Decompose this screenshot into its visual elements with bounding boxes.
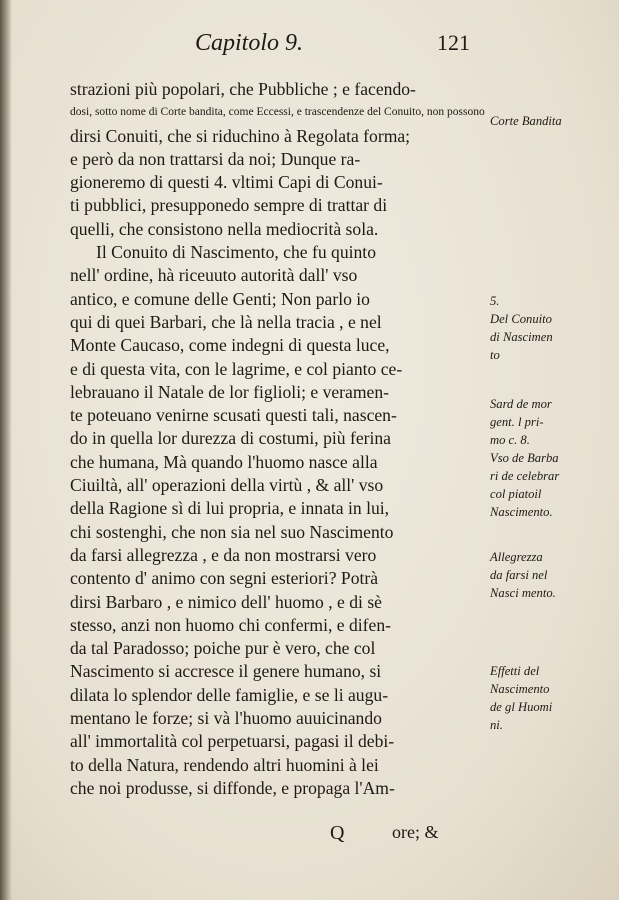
margin-note-line: Nascimento. <box>490 505 553 519</box>
margin-note <box>490 548 615 602</box>
margin-note-line: Corte Bandita <box>490 114 562 128</box>
margin-note-line: Allegrezza <box>490 550 543 564</box>
text-line: che noi produsse, si diffonde, e propaga l'Am- <box>70 777 395 798</box>
text-line: e di questa vita, con le lagrime, e col pianto ce- <box>70 358 403 379</box>
text-line: Nascimento si accresce il genere humano, si <box>70 661 382 682</box>
text-line: dirsi Conuiti, che si riduchino à Regolata forma; <box>70 125 411 146</box>
text-line: da farsi allegrezza , e da non mostrarsi vero <box>70 544 377 565</box>
margin-note <box>490 662 615 734</box>
text-line: da tal Paradosso; poiche pur è vero, che col <box>70 638 376 659</box>
main-text-block <box>70 78 485 800</box>
page-gutter-shadow <box>0 0 12 900</box>
margin-note-line: Vso de Barba <box>490 451 559 465</box>
margin-note-line: gent. l pri- <box>490 415 544 429</box>
margin-note-line: mo c. 8. <box>490 433 530 447</box>
text-line: strazioni più popolari, che Pubbliche ; e facendo- <box>70 79 416 99</box>
text-line: che humana, Mà quando l'huomo nasce alla <box>70 451 378 472</box>
margin-note-line: Del Conuito <box>490 312 552 326</box>
margin-note-line: ni. <box>490 718 503 732</box>
text-line: Il Conuito di Nascimento, che fu quinto <box>96 242 376 263</box>
margin-note <box>490 112 615 130</box>
margin-note-line: Sard de mor <box>490 397 552 411</box>
text-line: antico, e comune delle Genti; Non parlo io <box>70 288 370 309</box>
text-line: dirsi Barbaro , e nimico dell' huomo , e di sè <box>70 591 382 612</box>
text-line: gioneremo di questi 4. vltimi Capi di Conui- <box>70 172 383 193</box>
page-number: 121 <box>437 30 470 55</box>
text-line: stesso, anzi non huomo chi confermi, e difen- <box>70 614 392 635</box>
text-line: dosi, sotto nome di Corte bandita, come Eccessi, e trascendenze del Conuito, non possono <box>70 106 485 119</box>
margin-note-line: Nascimento <box>490 682 550 696</box>
margin-note <box>490 292 615 364</box>
margin-note-line: Nasci mento. <box>490 586 556 600</box>
text-line: contento d' animo con segni esteriori? Potrà <box>70 568 379 589</box>
text-line: to della Natura, rendendo altri huomini à lei <box>70 754 379 775</box>
margin-note-line: di Nascimen <box>490 330 553 344</box>
text-line: all' immortalità col perpetuarsi, pagasi il debi- <box>70 731 395 752</box>
text-line: te poteuano venirne scusati questi tali, nascen- <box>70 405 397 426</box>
text-line: e però da non trattarsi da noi; Dunque ra- <box>70 148 361 169</box>
margin-note-line: de gl Huomi <box>490 700 553 714</box>
text-line: Monte Caucaso, come indegni di questa luce, <box>70 335 390 356</box>
margin-note-line: to <box>490 348 500 362</box>
margin-note-line: da farsi nel <box>490 568 548 582</box>
text-line: Ciuiltà, all' operazioni della virtù , & all' vso <box>70 475 384 496</box>
text-line: dilata lo splendor delle famiglie, e se li augu- <box>70 684 389 705</box>
margin-note-line: 5. <box>490 294 500 308</box>
chapter-title: Capitolo 9. <box>195 30 304 56</box>
signature-mark: Q <box>330 822 345 844</box>
catchword: ore; & <box>392 822 439 842</box>
text-line: chi sostenghi, che non sia nel suo Nascimento <box>70 521 394 542</box>
text-line: ti pubblici, presupponedo sempre di trattar di <box>70 195 388 216</box>
text-line: della Ragione sì di lui propria, e innata in lui, <box>70 498 390 519</box>
margin-note-line: ri de celebrar <box>490 469 560 483</box>
text-line: quelli, che consistono nella mediocrità sola. <box>70 218 379 239</box>
text-line: mentano le forze; si và l'huomo auuicinando <box>70 708 382 729</box>
text-line: do in quella lor durezza di costumi, più ferina <box>70 428 391 449</box>
text-line: qui di quei Barbari, che là nella tracia , e nel <box>70 311 382 332</box>
margin-note-line: Effetti del <box>490 664 540 678</box>
margin-note <box>490 395 615 521</box>
margin-note-line: col piatoil <box>490 487 542 501</box>
text-line: nell' ordine, hà riceuuto autorità dall' vso <box>70 265 358 286</box>
text-line: lebrauano il Natale de lor figlioli; e veramen- <box>70 381 389 402</box>
